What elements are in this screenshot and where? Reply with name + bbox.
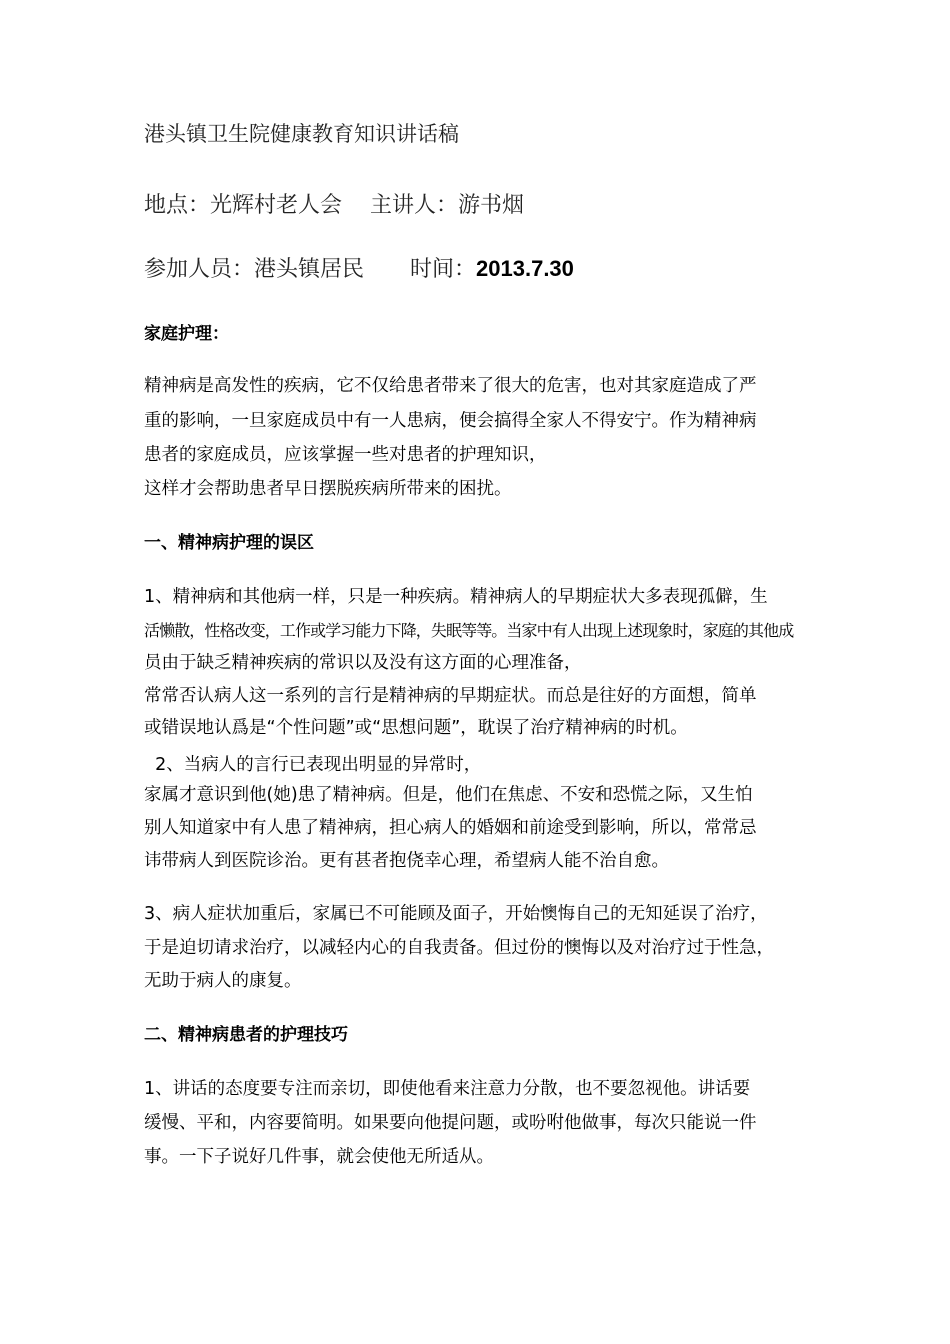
time-label: 时间：: [410, 257, 477, 282]
section-one-p2-line-3: 别人知道家中有人患了精神病，担心病人的婚姻和前途受到影响，所以，常常忌: [144, 818, 757, 838]
family-care-heading: 家庭护理：: [144, 324, 229, 344]
participants-line: [144, 258, 574, 281]
location-line: [144, 195, 524, 217]
family-care-line-4: 这样才会帮助患者早日摆脱疾病所带来的困扰。: [144, 479, 512, 499]
section-one-p2-line-4: 讳带病人到医院诊治。更有甚者抱侥幸心理，希望病人能不治自愈。: [144, 851, 669, 871]
family-care-line-3: 患者的家庭成员，应该掌握一些对患者的护理知识，: [144, 445, 547, 465]
family-care-line-2: 重的影响，一旦家庭成员中有一人患病，便会搞得全家人不得安宁。作为精神病: [144, 411, 757, 431]
location-text: 地点：光辉村老人会: [144, 193, 343, 218]
participants-text: 参加人员：港头镇居民: [144, 257, 365, 282]
section-one-p3-line-1: 3、病人症状加重后，家属已不可能顾及面子，开始懊悔自己的无知延误了治疗，: [144, 904, 768, 924]
section-two-p1-line-2: 缓慢、平和，内容要简明。如果要向他提问题，或吩咐他做事，每次只能说一件: [144, 1113, 757, 1133]
section-one-p1-line-3: 员由于缺乏精神疾病的常识以及没有这方面的心理准备，: [144, 653, 582, 673]
section-one-p1-line-4: 常常否认病人这一系列的言行是精神病的早期症状。而总是往好的方面想，简单: [144, 686, 757, 706]
section-one-p1-line-5: 或错误地认爲是“个性问题”或“思想问题”，耽误了治疗精神病的时机。: [144, 718, 688, 738]
section-one-p3-line-3: 无助于病人的康复。: [144, 971, 302, 991]
time-value: 2013.7.30: [476, 256, 574, 281]
section-one-p3-line-2: 于是迫切请求治疗，以减轻内心的自我责备。但过份的懊悔以及对治疗过于性急，: [144, 938, 774, 958]
section-one-heading: 一、精神病护理的误区: [144, 533, 314, 553]
section-two-p1-line-3: 事。一下子说好几件事，就会使他无所适从。: [144, 1147, 494, 1167]
family-care-line-1: 精神病是高发性的疾病，它不仅给患者带来了很大的危害，也对其家庭造成了严: [144, 376, 757, 396]
section-two-heading: 二、精神病患者的护理技巧: [144, 1025, 348, 1045]
document-title: 港头镇卫生院健康教育知识讲话稿: [144, 122, 459, 146]
section-one-p2-line-2: 家属才意识到他(她)患了精神病。但是，他们在焦虑、不安和恐慌之际，又生怕: [144, 785, 753, 805]
speaker-text: 主讲人：游书烟: [370, 193, 525, 218]
section-one-p1-line-1: 1、精神病和其他病一样，只是一种疾病。精神病人的早期症状大多表现孤僻，生: [144, 587, 768, 607]
section-one-p1-line-2: 活懒散，性格改变，工作或学习能力下降，失眠等等。当家中有人出现上述现象时，家庭的其他成: [144, 621, 794, 640]
section-two-p1-line-1: 1、讲话的态度要专注而亲切，即使他看来注意力分散，也不要忽视他。讲话要: [144, 1079, 751, 1099]
section-one-p2-line-1: 2、当病人的言行已表现出明显的异常时，: [144, 755, 482, 775]
